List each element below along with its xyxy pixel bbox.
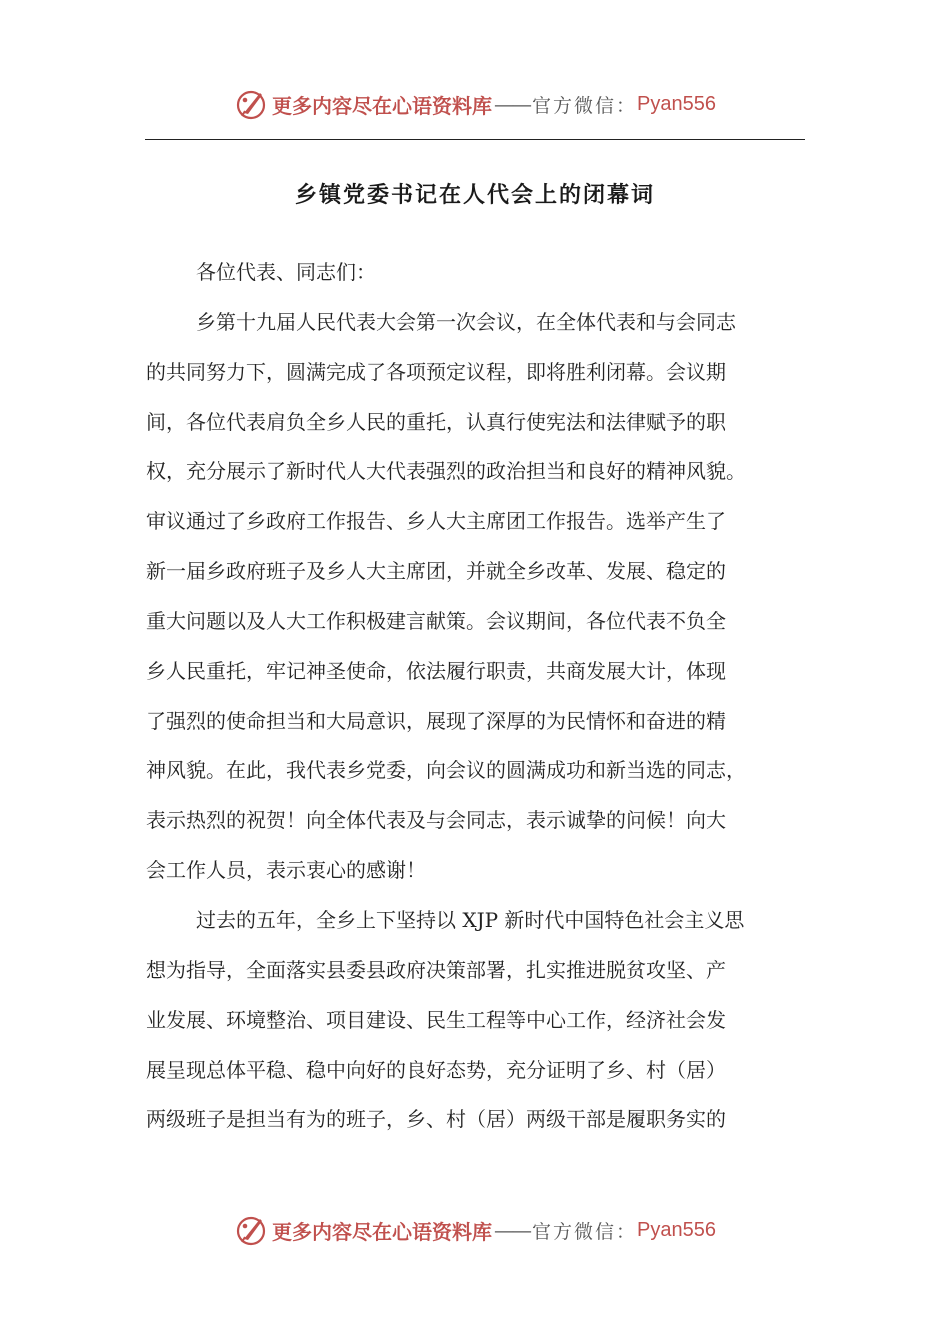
body-line: 想为指导，全面落实县委县政府决策部署，扎实推进脱贫攻坚、产 <box>146 957 726 982</box>
banner-official-label: 官方微信： <box>532 94 638 117</box>
banner-wechat-id: Pyan556 <box>637 1218 716 1241</box>
banner-dash: —— <box>494 1218 530 1242</box>
body-line: 会工作人员，表示衷心的感谢！ <box>146 858 426 883</box>
banner-brand: 更多内容尽在心语资料库 <box>272 1219 492 1244</box>
body-line: 各位代表、同志们： <box>196 260 376 284</box>
body-line: 表示热烈的祝贺！向全体代表及与会同志，表示诚挚的问候！向大 <box>146 808 726 833</box>
header-divider <box>145 139 805 140</box>
body-line: 乡第十九届人民代表大会第一次会议，在全体代表和与会同志 <box>196 309 736 334</box>
body-line: 重大问题以及人大工作积极建言献策。会议期间，各位代表不负全 <box>146 608 726 633</box>
document-title: 乡镇党委书记在人代会上的闭幕词 <box>294 183 655 208</box>
body-line: 审议通过了乡政府工作报告、乡人大主席团工作报告。选举产生了 <box>146 509 726 534</box>
quill-logo-icon <box>234 87 268 121</box>
body-line: 业发展、环境整治、项目建设、民生工程等中心工作，经济社会发 <box>146 1007 726 1032</box>
document-body <box>146 248 806 1145</box>
banner-official-label: 官方微信： <box>532 1220 638 1243</box>
body-line: 新一届乡政府班子及乡人大主席团，并就全乡改革、发展、稳定的 <box>146 559 726 584</box>
body-line: 间，各位代表肩负全乡人民的重托，认真行使宪法和法律赋予的职 <box>146 409 726 434</box>
banner-brand: 更多内容尽在心语资料库 <box>272 93 492 118</box>
body-line: 权，充分展示了新时代人大代表强烈的政治担当和良好的精神风貌。 <box>146 459 746 484</box>
body-line: 神风貌。在此，我代表乡党委，向会议的圆满成功和新当选的同志， <box>146 758 746 783</box>
body-line: 的共同努力下，圆满完成了各项预定议程，即将胜利闭幕。会议期 <box>146 359 726 384</box>
footer-banner <box>0 1210 950 1250</box>
quill-logo-icon <box>234 1213 268 1247</box>
body-line: 两级班子是担当有为的班子，乡、村（居）两级干部是履职务实的 <box>146 1107 726 1132</box>
body-line: 展呈现总体平稳、稳中向好的良好态势，充分证明了乡、村（居） <box>146 1057 726 1082</box>
body-line: 了强烈的使命担当和大局意识，展现了深厚的为民情怀和奋进的精 <box>146 708 726 733</box>
body-line: 过去的五年，全乡上下坚持以 XJP 新时代中国特色社会主义思 <box>196 907 745 932</box>
body-line: 乡人民重托，牢记神圣使命，依法履行职责，共商发展大计，体现 <box>146 658 726 683</box>
banner-wechat-id: Pyan556 <box>637 92 716 115</box>
header-banner <box>0 84 950 124</box>
banner-dash: —— <box>494 92 530 116</box>
